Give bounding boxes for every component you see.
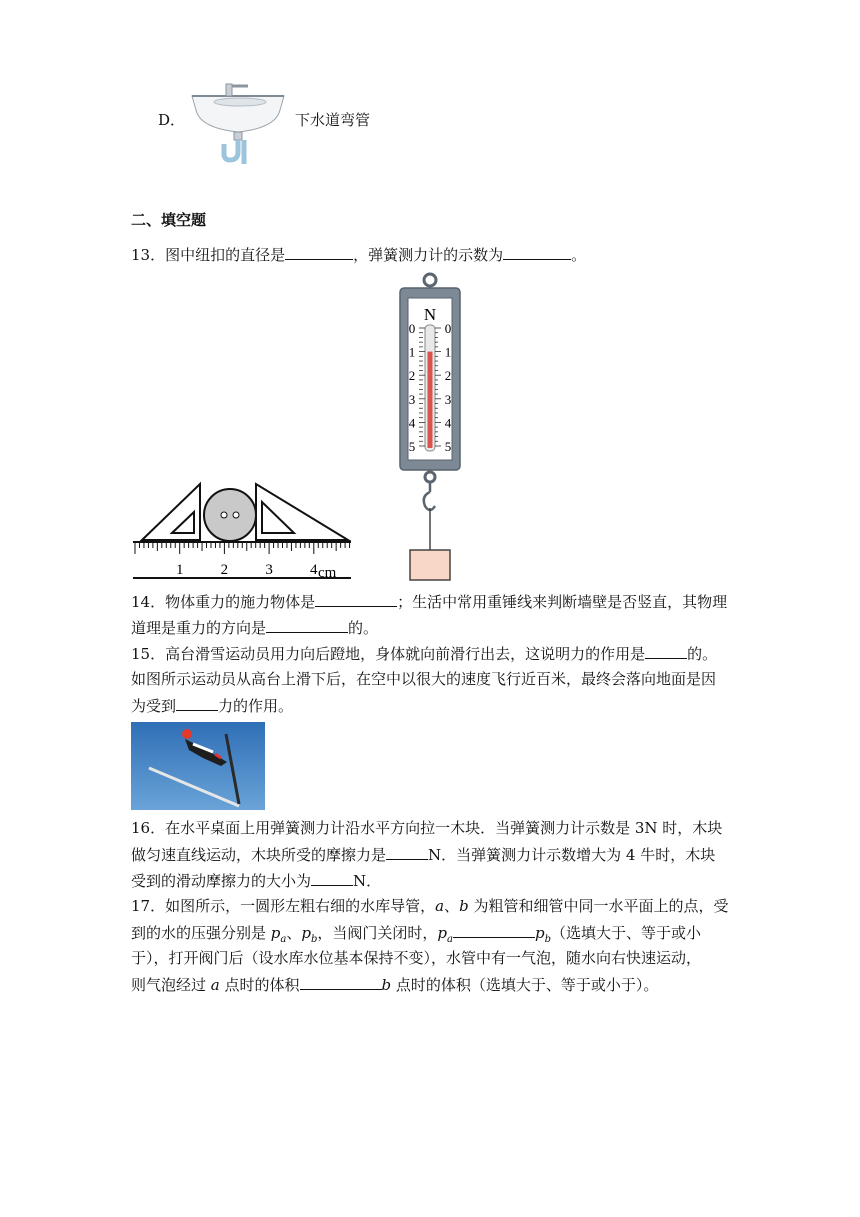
sink-drain-image [188,78,288,166]
ski-jumper-photo [131,722,265,810]
q14-line-2: 道理是重力的方向是 的。 [131,619,379,637]
option-d-text: 下水道弯管 [295,111,371,129]
q13-suffix: 。 [571,246,587,264]
scale-label: 4 [408,415,416,431]
scale-label: 4 [444,415,452,431]
scale-label: 5 [408,439,416,454]
ruler-labels [176,562,318,578]
section-title: 二、填空题 [131,211,207,229]
q15-blank-2[interactable] [176,695,218,711]
ruler-button-figure [130,480,355,582]
q17-line-2: 到的水的压强分别是 $p_a$、$p_b$，当阀门关闭时，$p_a$ $p_b$（选填大于、等于或小 [131,924,702,945]
scale-label: 0 [444,321,452,336]
q17-line-1: 17．如图所示，一圆形左粗右细的水库导管，a、b 为粗管和细管中同一水平面上的点，受 [131,897,729,915]
q13-blank-1[interactable] [285,244,353,260]
q14-line-1: 14．物体重力的施力物体是 ；生活中常用重锤线来判断墙壁是否竖直，其物理 [131,593,728,611]
button-circle [204,489,256,541]
ruler-label: 1 [175,562,184,578]
scale-label: 2 [444,368,452,384]
scale-unit: N [423,305,437,324]
q17-blank-2[interactable] [300,974,382,990]
scale-label: 0 [408,321,416,336]
q17-line-3: 于），打开阀门后（设水库水位基本保持不变），水管中有一气泡，随水向右快速运动， [131,949,702,967]
q13-prefix: 13．图中纽扣的直径是 [131,246,286,264]
q17-blank-1[interactable] [453,922,535,938]
q16-line-3: 受到的滑动摩擦力的大小为 N． [131,872,382,890]
q16-line-2: 做匀速直线运动，木块所受的摩擦力是 N．当弹簧测力计示数增大为 4 牛时，木块 [131,846,716,864]
q15-blank-1[interactable] [645,643,687,659]
q16-line-1: 16．在水平桌面上用弹簧测力计沿水平方向拉一木块．当弹簧测力计示数是 3N 时，木块 [131,819,723,837]
q14-blank-1[interactable] [315,591,397,607]
q17-line-4: 则气泡经过 a 点时的体积 b 点时的体积（选填大于、等于或小于）。 [131,976,659,994]
ruler-label: 4 [310,562,318,578]
q16-blank-2[interactable] [311,870,353,886]
ruler-label: 2 [220,562,229,578]
scale-label: 1 [408,344,416,360]
option-d-letter: D． [158,111,186,129]
q15-line-1: 15．高台滑雪运动员用力向后蹬地，身体就向前滑行出去，这说明力的作用是 的。 [131,645,718,663]
scale-label: 1 [444,344,452,360]
spring-scale-figure [395,270,465,585]
ruler-unit: cm [318,565,337,581]
q16-blank-1[interactable] [386,844,428,860]
ruler-ticks [135,542,350,554]
q13-text [131,244,586,265]
ruler-label: 3 [265,562,273,578]
q13-mid: ，弹簧测力计的示数为 [353,246,504,264]
q13-blank-2[interactable] [503,244,571,260]
hanging-block [410,550,450,580]
scale-indicator [428,352,433,448]
scale-label: 3 [444,391,452,407]
q15-line-3: 为受到 力的作用。 [131,697,294,715]
scale-label: 2 [408,368,416,384]
q15-line-2: 如图所示运动员从高台上滑下后，在空中以很大的速度飞行近百米，最终会落向地面是因 [131,670,717,688]
q14-blank-2[interactable] [266,617,348,633]
scale-label: 3 [408,391,416,407]
scale-label: 5 [444,439,452,454]
